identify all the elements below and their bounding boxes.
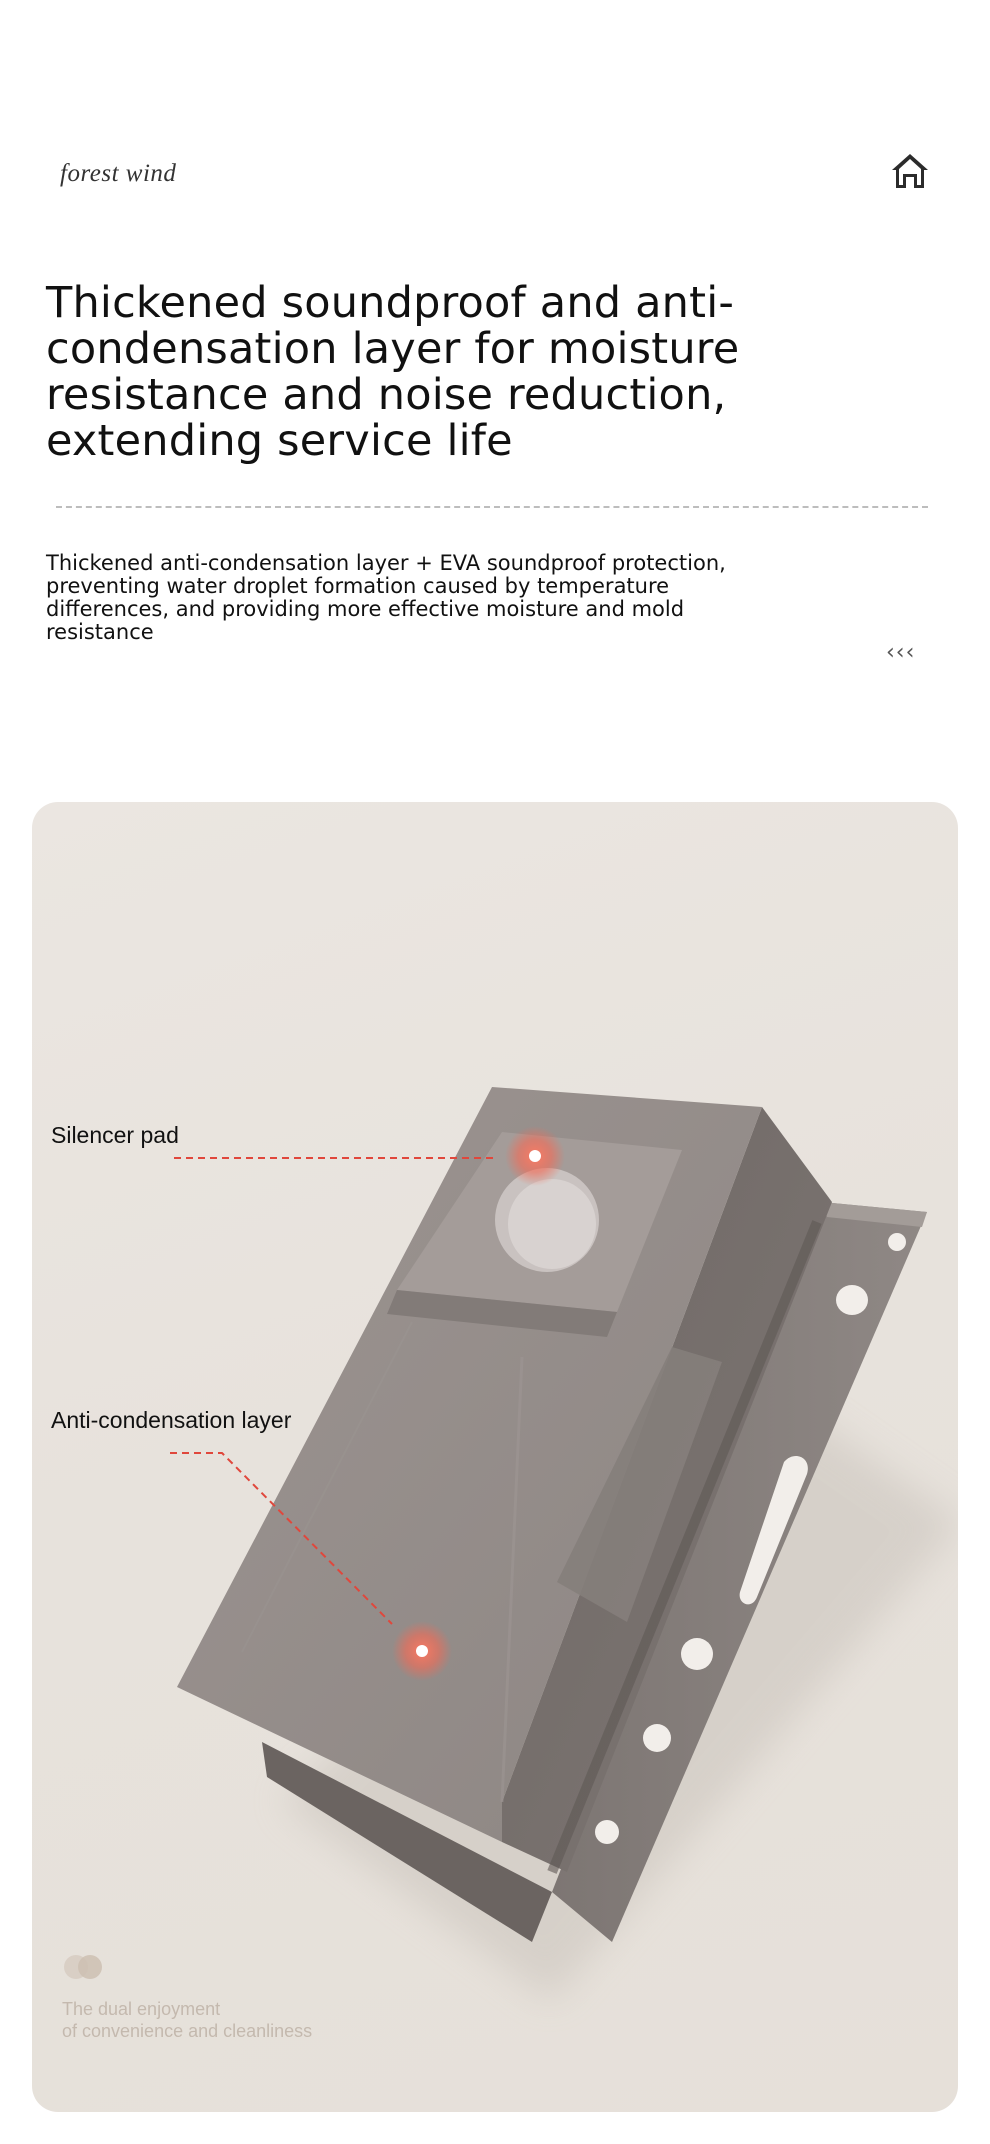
page-headline: Thickened soundproof and anti-condensation layer for moisture resistance and noise reduction, extending service life (46, 278, 740, 466)
tagline-line-2: of convenience and cleanliness (62, 2021, 313, 2041)
sink-product-illustration (32, 802, 958, 2112)
home-icon[interactable] (890, 152, 930, 190)
brand-logo: forest wind (60, 160, 177, 187)
tagline-line-1: The dual enjoyment (62, 1999, 221, 2019)
anti-condensation-label: Anti-condensation layer (51, 1407, 292, 1433)
divider (56, 506, 928, 508)
product-image-card (32, 802, 958, 2112)
silencer-pad-label: Silencer pad (51, 1122, 179, 1148)
description: Thickened anti-condensation layer + EVA soundproof protection, preventing water droplet formation caused by temperature differences, and providing more effective moisture and mold resistance (46, 551, 726, 644)
chevron-left-icon[interactable]: ‹‹‹ (886, 640, 916, 665)
overlap-circles-icon (62, 1952, 112, 1982)
